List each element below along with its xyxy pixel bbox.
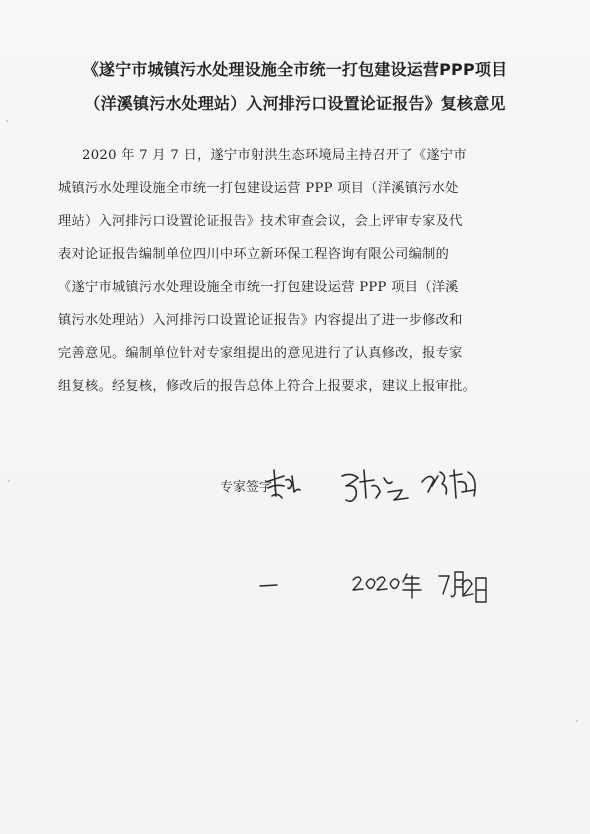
review-opinion-paragraph [58,139,534,403]
expert-signatures [262,462,492,512]
paragraph-line: 组复核。经复核，修改后的报告总体上符合上报要求，建议上报审批。 [58,379,477,394]
handwritten-date-day [460,570,500,610]
handwritten-date [255,564,465,604]
paper-speck [576,720,578,722]
paragraph-line: 城镇污水处理设施全市统一打包建设运营 PPP 项目（洋溪镇污水处 [58,181,459,196]
paragraph-line: 《遂宁市城镇污水处理设施全市统一打包建设运营 PPP 项目（洋溪 [58,280,459,295]
signature-label: 专家签字： [220,480,286,495]
document-title-line-1: 《遂宁市城镇污水处理设施全市统一打包建设运营PPP项目 [82,60,508,79]
paper-speck [8,480,10,482]
paragraph-line: 理站）入河排污口设置论证报告》技术审查会议，会上评审专家及代 [58,214,463,229]
paper-speck [6,120,8,122]
paragraph-line: 2020 年 7 月 7 日，遂宁市射洪生态环境局主持召开了《遂宁市 [82,148,467,163]
paragraph-line: 表对论证报告编制单位四川中环立新环保工程咨询有限公司编制的 [58,247,450,262]
paragraph-line: 镇污水处理站）入河排污口设置论证报告》内容提出了进一步修改和 [58,313,463,328]
document-title-line-2: （洋溪镇污水处理站）入河排污口设置论证报告》复核意见 [84,94,506,113]
paragraph-line: 完善意见。编制单位针对专家组提出的意见进行了认真修改，报专家 [58,346,463,361]
